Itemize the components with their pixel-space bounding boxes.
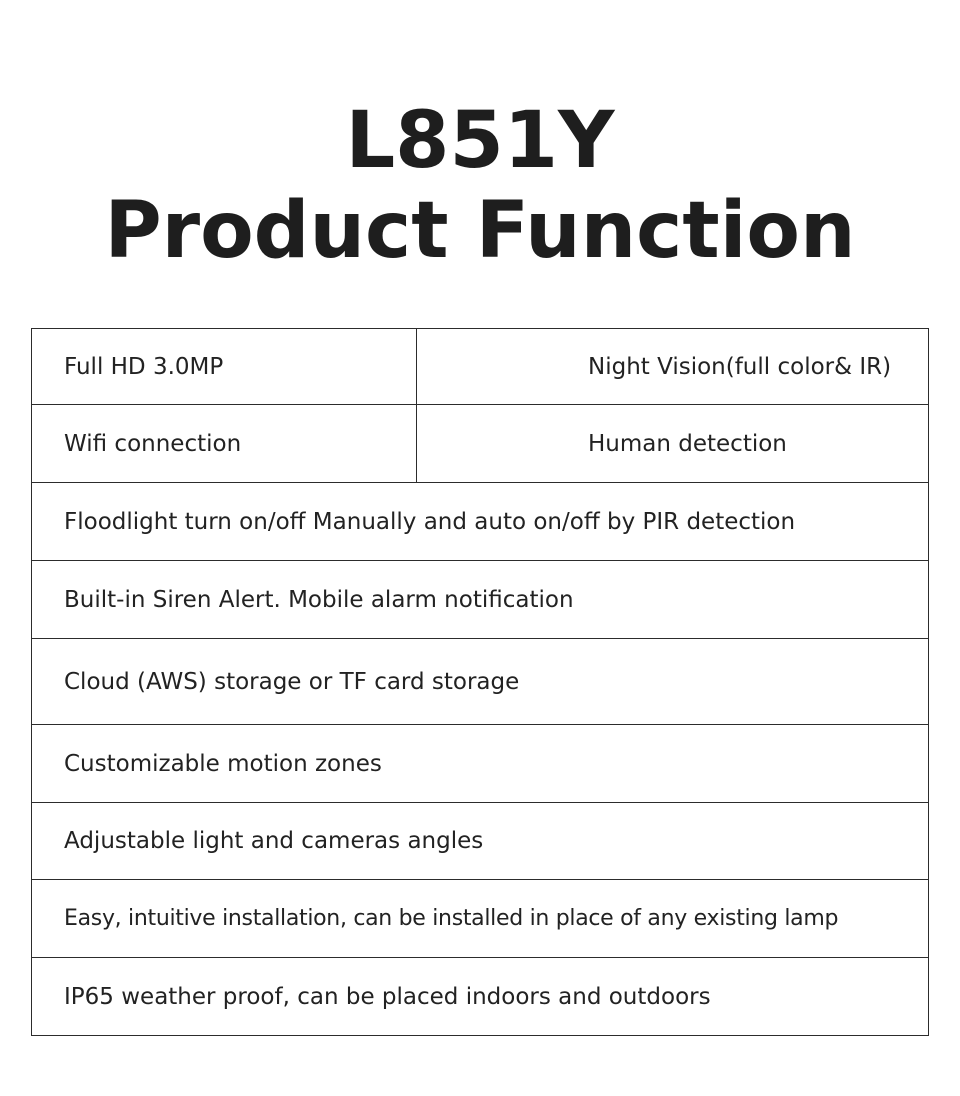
feature-cell-floodlight: Floodlight turn on/off Manually and auto on/off by PIR detection (64, 508, 796, 535)
feature-cell-angles: Adjustable light and cameras angles (64, 828, 484, 854)
feature-row (32, 482, 928, 560)
feature-cell-motion-zones: Customizable motion zones (64, 750, 382, 777)
product-model-title: L851Y (345, 96, 615, 186)
feature-row (32, 879, 928, 957)
feature-cell-installation: Easy, intuitive installation, can be installed in place of any existing lamp (64, 906, 839, 931)
feature-cell-storage: Cloud (AWS) storage or TF card storage (64, 668, 520, 695)
feature-row (32, 957, 928, 1035)
feature-row (32, 404, 928, 482)
feature-cell-siren: Built-in Siren Alert. Mobile alarm notification (64, 586, 574, 613)
title-block (0, 96, 960, 276)
feature-row (32, 638, 928, 724)
feature-cell-human-detection: Human detection (588, 430, 787, 457)
feature-row (32, 802, 928, 879)
product-function-heading: Product Function (104, 186, 856, 276)
feature-table (31, 328, 929, 1036)
feature-cell-wifi: Wifi connection (32, 405, 417, 482)
feature-cell-night-vision: Night Vision(full color& IR) (588, 353, 892, 380)
feature-row (32, 724, 928, 802)
feature-row (32, 560, 928, 638)
feature-cell-resolution: Full HD 3.0MP (32, 329, 417, 404)
feature-cell-weatherproof: IP65 weather proof, can be placed indoors and outdoors (64, 983, 711, 1010)
feature-row (32, 329, 928, 404)
